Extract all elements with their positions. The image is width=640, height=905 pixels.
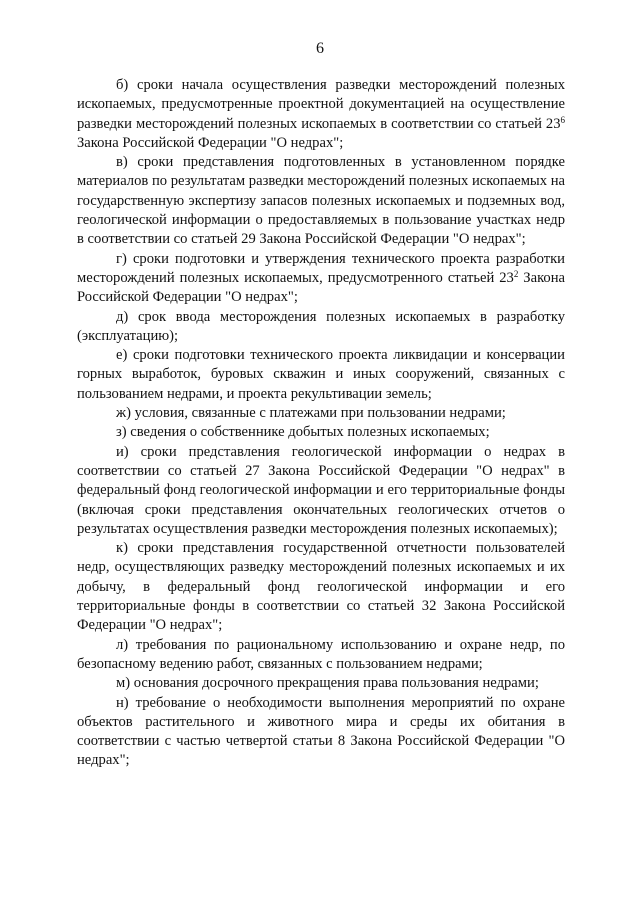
paragraph-text: в) сроки представления подготовленных в установленном порядке материалов по результатам разведки месторождений полезных ископаемых на государственную экспертизу запасов полезных ископаемых и подземных вод, геологической информации о предоставляемых в пользование участках недр в соответствии со статьей 29 Закона Российской Федерации "О недрах"; (77, 154, 565, 248)
paragraph-text: л) требования по рациональному использованию и охране недр, по безопасному ведению работ, связанных с пользованием недрами; (77, 636, 565, 672)
paragraph-text: и) сроки представления геологической информации о недрах в соответствии со статьей 27 Закона Российской Федерации "О недрах" в федеральный фонд геологической информации и его территориальные фонды (включая сроки представления окончательных геологических отчетов о результатах осуществления разведки месторождения полезных ископаемых); (77, 443, 565, 537)
paragraph-text: н) требование о необходимости выполнения мероприятий по охране объектов растительного и животного мира и среды их обитания в соответствии с частью четвертой статьи 8 Закона Российской Федерации "О недрах"; (77, 694, 565, 769)
paragraph-text: г) сроки подготовки и утверждения технического проекта разработки месторождений полезных ископаемых, предусмотренного статьей 23 (77, 250, 565, 286)
paragraph-m (77, 674, 565, 693)
paragraph-e (77, 346, 565, 404)
paragraph-k (77, 539, 565, 635)
superscript: 2 (513, 268, 519, 279)
paragraph-d (77, 308, 565, 347)
paragraph-n (77, 694, 565, 771)
paragraph-v (77, 153, 565, 249)
paragraph-text: ж) условия, связанные с платежами при пользовании недрами; (116, 405, 506, 422)
document-body (77, 76, 565, 771)
paragraph-b (77, 76, 565, 153)
paragraph-text: е) сроки подготовки технического проекта ликвидации и консервации горных выработок, буровых скважин и иных сооружений, связанных с пользованием недрами, и проекта рекультивации земель; (77, 347, 565, 402)
superscript: 6 (560, 114, 565, 125)
paragraph-text: з) сведения о собственнике добытых полезных ископаемых; (116, 424, 490, 441)
paragraph-text: б) сроки начала осуществления разведки месторождений полезных ископаемых, предусмотренные проектной документацией на осуществление разведки месторождений полезных ископаемых в соответствии со статьей 23 (77, 77, 565, 132)
paragraph-text: Закона Российской Федерации "О недрах"; (77, 269, 566, 306)
page-number: 6 (316, 40, 324, 57)
paragraph-zh (77, 404, 565, 423)
paragraph-text: к) сроки представления государственной отчетности пользователей недр, осуществляющих разведку месторождений полезных ископаемых и их добычу, в федеральный фонд геологической информации и его территориальные фонды в соответствии со статьей 32 Закона Российской Федерации "О недрах"; (77, 540, 565, 634)
paragraph-z (77, 423, 565, 442)
paragraph-i (77, 443, 565, 539)
paragraph-l (77, 636, 565, 675)
paragraph-g (77, 250, 565, 308)
paragraph-text: д) срок ввода месторождения полезных ископаемых в разработку (эксплуатацию); (77, 308, 565, 344)
paragraph-text: м) основания досрочного прекращения права пользования недрами; (116, 675, 539, 692)
paragraph-text: Закона Российской Федерации "О недрах"; (77, 134, 344, 151)
